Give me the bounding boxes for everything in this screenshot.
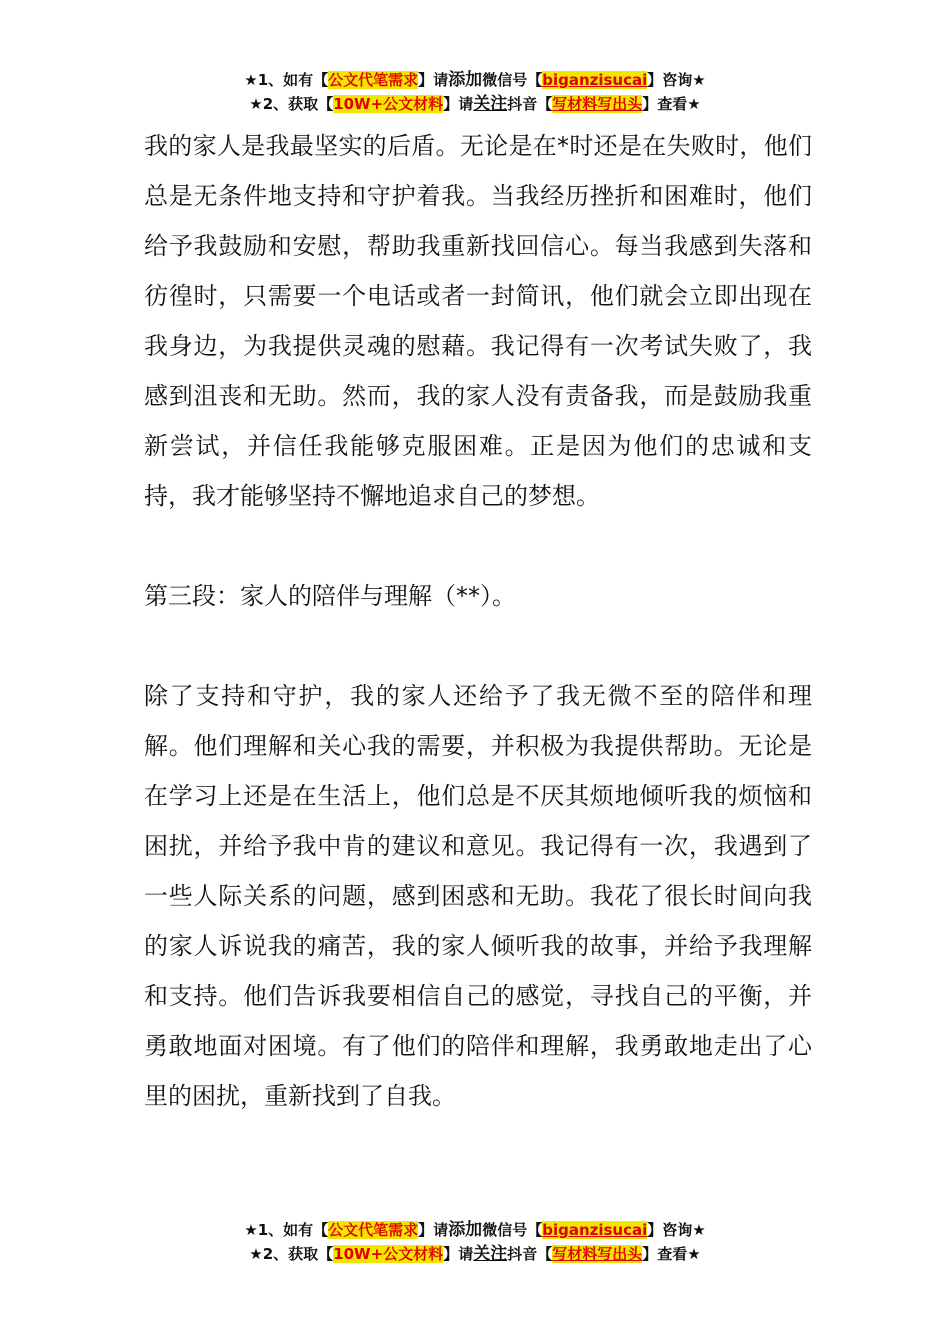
promo-emphasis: 关注 xyxy=(473,1244,508,1264)
promo-highlight: 10W+公文材料 xyxy=(333,95,444,113)
promo-emphasis: 添加 xyxy=(448,70,483,90)
promo-douyin-id: 写材料写出头 xyxy=(552,95,643,113)
promo-text: 微信号【 xyxy=(482,71,543,89)
promo-text: ★2、获取【 xyxy=(249,1245,334,1263)
promo-highlight: 公文代笔需求 xyxy=(328,71,419,89)
paragraph-spacer xyxy=(144,521,812,571)
body-paragraph-1: 我的家人是我最坚实的后盾。无论是在*时还是在失败时，他们总是无条件地支持和守护着我。当我经历挫折和困难时，他们给予我鼓励和安慰，帮助我重新找回信心。每当我感到失落和彷徨时，只需要一个电话或者一封简讯，他们就会立即出现在我身边，为我提供灵魂的慰藉。我记得有一次考试失败了，我感到沮丧和无助。然而，我的家人没有责备我，而是鼓励我重新尝试，并信任我能够克服困难。正是因为他们的忠诚和支持，我才能够坚持不懈地追求自己的梦想。 xyxy=(144,132,812,510)
promo-line-1 xyxy=(0,68,950,92)
promo-douyin-id: 写材料写出头 xyxy=(552,1245,643,1263)
promo-line-2 xyxy=(0,92,950,116)
promo-text: ★2、获取【 xyxy=(249,95,334,113)
paragraph-spacer xyxy=(144,621,812,671)
footer-promo-banner xyxy=(0,1218,950,1266)
promo-text: 】咨询★ xyxy=(647,1221,706,1239)
promo-text: 】请 xyxy=(418,1221,449,1239)
promo-highlight: 10W+公文材料 xyxy=(333,1245,444,1263)
promo-emphasis: 添加 xyxy=(448,1220,483,1240)
document-body xyxy=(144,121,812,1121)
promo-text: ★1、如有【 xyxy=(244,1221,329,1239)
header-promo-banner xyxy=(0,68,950,116)
promo-text: ★1、如有【 xyxy=(244,71,329,89)
promo-text: 抖音【 xyxy=(507,95,553,113)
promo-text: 】咨询★ xyxy=(647,71,706,89)
promo-line-1 xyxy=(0,1218,950,1242)
promo-text: 】查看★ xyxy=(642,95,701,113)
body-paragraph-2: 除了支持和守护，我的家人还给予了我无微不至的陪伴和理解。他们理解和关心我的需要，并积极为我提供帮助。无论是在学习上还是在生活上，他们总是不厌其烦地倾听我的烦恼和困扰，并给予我中肯的建议和意见。我记得有一次，我遇到了一些人际关系的问题，感到困惑和无助。我花了很长时间向我的家人诉说我的痛苦，我的家人倾听我的故事，并给予我理解和支持。他们告诉我要相信自己的感觉，寻找自己的平衡，并勇敢地面对困境。有了他们的陪伴和理解，我勇敢地走出了心里的困扰，重新找到了自我。 xyxy=(144,682,812,1110)
promo-text: 】查看★ xyxy=(642,1245,701,1263)
promo-text: 】请 xyxy=(443,95,474,113)
promo-emphasis: 关注 xyxy=(473,94,508,114)
promo-wechat-id: biganzisucai xyxy=(542,71,648,89)
promo-line-2 xyxy=(0,1242,950,1266)
promo-text: 】请 xyxy=(418,71,449,89)
promo-text: 】请 xyxy=(443,1245,474,1263)
section-heading: 第三段：家人的陪伴与理解（**）。 xyxy=(144,582,516,610)
promo-text: 微信号【 xyxy=(482,1221,543,1239)
promo-wechat-id: biganzisucai xyxy=(542,1221,648,1239)
promo-text: 抖音【 xyxy=(507,1245,553,1263)
promo-highlight: 公文代笔需求 xyxy=(328,1221,419,1239)
